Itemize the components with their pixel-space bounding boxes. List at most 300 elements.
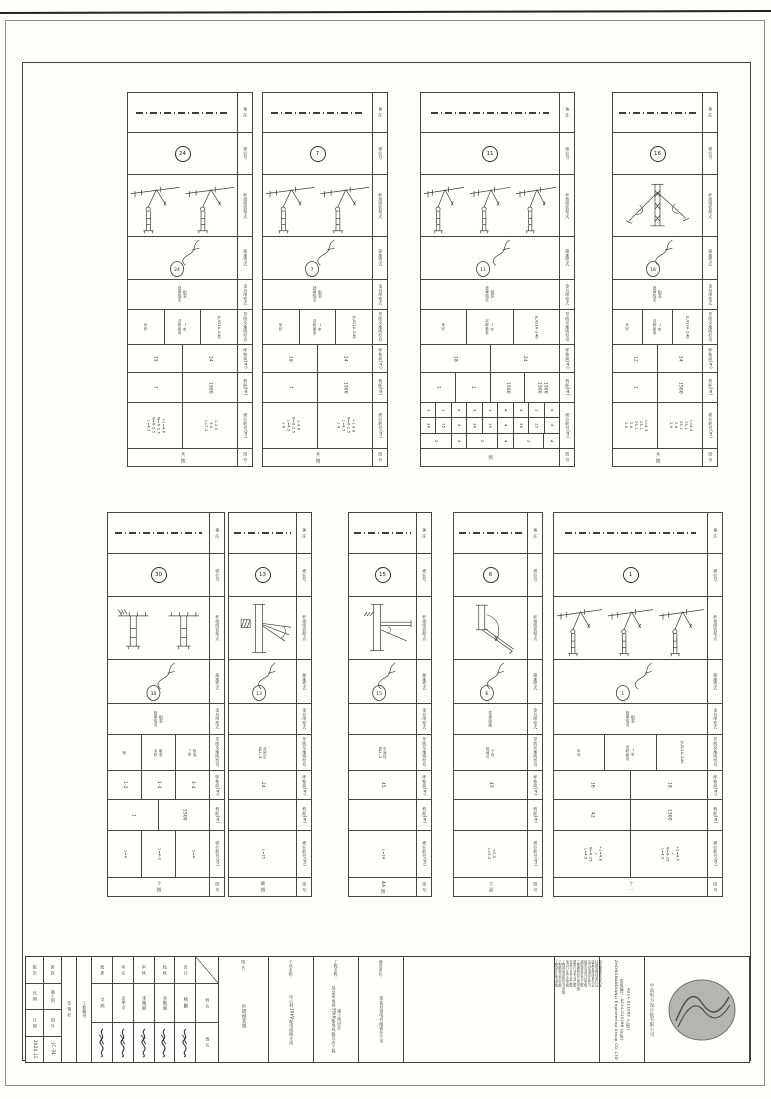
rotated-text: +2=4.5 bbox=[675, 846, 680, 862]
band-7 bbox=[613, 373, 717, 403]
band-5 bbox=[454, 735, 542, 771]
band-7 bbox=[554, 800, 722, 831]
rotated-text: 备 注 bbox=[378, 107, 384, 118]
rotated-text: 悬垂线夹 bbox=[485, 286, 491, 303]
rotated-text: 图 号 bbox=[565, 452, 571, 463]
band-6 bbox=[128, 345, 252, 373]
grounding-symbol-icon bbox=[421, 237, 559, 279]
rotated-text: 36 bbox=[426, 422, 431, 429]
rotated-text: 塔位桩号(m) bbox=[713, 841, 719, 867]
rotated-text: 悬垂线夹 bbox=[178, 286, 183, 303]
rotated-text: L=4.5 bbox=[341, 419, 346, 432]
band-5 bbox=[421, 310, 574, 345]
band-6 bbox=[349, 771, 431, 800]
rotated-text: 悬垂线夹 bbox=[626, 710, 631, 728]
project-name-label: 工程名称: bbox=[334, 960, 340, 978]
rotated-text: 塔位桩号(m) bbox=[708, 412, 714, 439]
certificate-line: 测绘资质证书乙级 bbox=[579, 960, 584, 988]
value-cell bbox=[176, 735, 209, 770]
row-label bbox=[527, 704, 542, 734]
value-cell bbox=[142, 771, 176, 799]
rotated-text: 4 bbox=[503, 439, 508, 443]
band-3 bbox=[454, 660, 542, 704]
rotated-text: 杆塔组装型式 bbox=[302, 615, 308, 641]
stake-cell bbox=[554, 831, 631, 877]
band-6 bbox=[554, 771, 722, 800]
rotated-text: 金具串型式 bbox=[533, 708, 539, 730]
certificates-column bbox=[555, 957, 600, 1062]
project-name-column bbox=[314, 957, 359, 1062]
rotated-text: 24 bbox=[208, 355, 214, 362]
title-block bbox=[25, 956, 750, 1063]
tower-number-badge: 7 bbox=[310, 146, 326, 162]
band-0 bbox=[613, 93, 717, 133]
band-3 bbox=[349, 660, 431, 704]
rotated-text: 塔位号 bbox=[243, 147, 249, 160]
company-name-en: ZHONGNANDIANLI Engineering Group CO.,LTD bbox=[613, 959, 619, 1060]
signature-grid bbox=[92, 957, 219, 1062]
rotated-text: 文 鸿 bbox=[99, 997, 105, 1009]
rotated-text: 4 bbox=[549, 408, 554, 412]
band-0 bbox=[229, 513, 311, 554]
rotated-text: L=25 bbox=[261, 848, 266, 860]
sheet-number: JC-34 bbox=[50, 1043, 56, 1056]
rotated-text: 1-2 bbox=[122, 781, 128, 789]
rotated-text: 杆塔组装型式 bbox=[243, 192, 249, 219]
rotated-text: Ⅰ串 bbox=[631, 748, 636, 757]
rotated-text: 1-4.8 bbox=[296, 420, 301, 431]
row-label bbox=[296, 554, 311, 596]
svg-text:24: 24 bbox=[174, 267, 180, 273]
row-label bbox=[702, 175, 717, 236]
svg-text:13: 13 bbox=[256, 691, 263, 697]
band-8 bbox=[349, 831, 431, 878]
rotated-text: 24 bbox=[523, 355, 529, 362]
certificate-line: 电力行业专业甲级 bbox=[564, 960, 569, 988]
rotated-text: 4 bbox=[457, 439, 462, 443]
rotated-text: 图 号 bbox=[378, 452, 384, 463]
notes-line bbox=[136, 112, 230, 114]
rotated-text: 1500 bbox=[667, 809, 673, 821]
tower-assembly-diagram bbox=[554, 597, 707, 659]
rotated-text: 4 bbox=[503, 424, 508, 427]
rotated-text: 档距(m) bbox=[713, 806, 719, 824]
subproject-label: 子项名称: bbox=[289, 960, 295, 978]
notes-line bbox=[431, 112, 550, 114]
row-label bbox=[707, 735, 722, 770]
rotated-text: 导线及地线型号 bbox=[378, 311, 384, 343]
rotated-text: 接地型式 bbox=[422, 672, 428, 691]
tower-number-badge: 30 bbox=[151, 567, 167, 583]
rotated-text: 接地引 bbox=[486, 746, 490, 759]
value-cell bbox=[631, 800, 707, 830]
value-cell bbox=[128, 345, 183, 372]
value-cell bbox=[514, 310, 559, 344]
rotated-text: 签 名 bbox=[205, 1037, 211, 1048]
row-label bbox=[527, 554, 542, 596]
band-3 bbox=[128, 237, 252, 280]
row-label bbox=[559, 345, 574, 372]
company-logo-box bbox=[645, 957, 749, 1062]
row-label bbox=[416, 660, 431, 703]
rotated-text: 批 准 bbox=[100, 964, 106, 976]
row-label bbox=[209, 771, 224, 799]
notes-line bbox=[619, 112, 696, 114]
tower-number-badge: 24 bbox=[175, 146, 191, 162]
row-label bbox=[702, 237, 717, 279]
row-label bbox=[209, 554, 224, 596]
band-2 bbox=[454, 597, 542, 660]
svg-text:1: 1 bbox=[621, 691, 625, 697]
band-9 bbox=[454, 878, 542, 896]
rotated-text: 接地型式 bbox=[713, 672, 719, 691]
band-8 bbox=[263, 403, 387, 449]
rotated-text: 金具串型式 bbox=[422, 708, 428, 730]
value-cell bbox=[658, 345, 702, 372]
band-2 bbox=[263, 175, 387, 237]
rotated-text: 金具串型式 bbox=[708, 283, 714, 306]
band-4 bbox=[108, 704, 224, 735]
tower-number-badge: 15 bbox=[375, 567, 391, 583]
band-3 bbox=[613, 237, 717, 280]
rotated-text: W=6-2.5 bbox=[156, 416, 161, 435]
value-cell bbox=[658, 373, 702, 402]
band-8 bbox=[454, 831, 542, 878]
tower-assembly-diagram bbox=[421, 175, 559, 236]
rotated-text: 塔位桩号(m) bbox=[565, 412, 571, 439]
certificate-line: 市政行业专业乙级 bbox=[568, 960, 573, 988]
tower-table-11 bbox=[420, 92, 575, 467]
signature-script bbox=[180, 1028, 190, 1058]
rotated-text: 1 bbox=[436, 386, 442, 389]
rotated-text: 组装 bbox=[631, 714, 637, 724]
rotated-text: 杆塔组装型式 bbox=[708, 192, 714, 219]
band-7 bbox=[263, 373, 387, 403]
row-label bbox=[702, 449, 717, 466]
row-label bbox=[707, 597, 722, 659]
notes-line bbox=[115, 532, 202, 534]
rotated-text: 双固定 bbox=[263, 746, 268, 759]
value-cell bbox=[467, 310, 513, 344]
meta-cell: 日 期 bbox=[32, 1017, 38, 1028]
rotated-text: 档距(m) bbox=[708, 379, 714, 396]
rotated-text: 3-6 bbox=[208, 422, 213, 429]
company-logo-icon bbox=[654, 977, 749, 1043]
rotated-text: 1500 bbox=[182, 809, 188, 821]
row-label bbox=[209, 800, 224, 830]
rotated-text: 接地型式 bbox=[215, 672, 221, 691]
band-6 bbox=[263, 345, 387, 373]
band-2 bbox=[554, 597, 722, 660]
band-2 bbox=[421, 175, 574, 237]
rotated-text: 档距(m) bbox=[565, 379, 571, 396]
rotated-text: JL/G1A-240 bbox=[679, 741, 684, 764]
rotated-text: 16 bbox=[590, 782, 596, 788]
band-1 bbox=[554, 554, 722, 597]
owner-name: 某某县供电有限责任公司 bbox=[379, 996, 385, 1044]
rotated-text: 金具串型式 bbox=[565, 283, 571, 306]
project-name-line: 某某风电场35kV集电线路迁改工程 bbox=[331, 986, 337, 1054]
stake-cell bbox=[263, 403, 318, 448]
certificate-line: 工程勘察综合类甲级 bbox=[575, 960, 580, 991]
band-7 bbox=[229, 800, 311, 831]
rotated-text: 图 号 bbox=[215, 881, 221, 893]
band-8 bbox=[229, 831, 311, 878]
rotated-text: 塔位号 bbox=[215, 568, 221, 582]
rotated-text: 12 bbox=[633, 355, 639, 362]
band-3 bbox=[421, 237, 574, 280]
subproject-column bbox=[269, 957, 314, 1062]
band-1 bbox=[229, 554, 311, 597]
tower-table-15 bbox=[348, 512, 432, 897]
band-9 bbox=[229, 878, 311, 896]
row-label bbox=[372, 403, 387, 448]
rotated-text: 呼称高(m) bbox=[243, 348, 249, 369]
band-4 bbox=[454, 704, 542, 735]
row-label bbox=[527, 597, 542, 659]
rotated-text: 导线及地线型号 bbox=[708, 311, 714, 343]
row-label bbox=[559, 175, 574, 236]
row-label bbox=[702, 133, 717, 174]
rotated-text: 1 bbox=[633, 386, 639, 389]
row-label bbox=[296, 771, 311, 799]
stake-cell bbox=[318, 403, 372, 448]
rotated-text: 25-1 bbox=[633, 421, 638, 430]
rotated-text: +1=4.8 bbox=[161, 417, 166, 434]
value-cell bbox=[491, 373, 526, 402]
rotated-text: 2 bbox=[526, 439, 531, 443]
band-0 bbox=[454, 513, 542, 554]
certificate-number: 资质编号: A214-013266 (甲级) bbox=[620, 978, 626, 1041]
row-label bbox=[527, 878, 542, 896]
rotated-text: 75-1 bbox=[683, 421, 688, 430]
rotated-text: 金具串型式 bbox=[243, 283, 249, 306]
rotated-text: +1-4.8 bbox=[351, 418, 356, 433]
rotated-text: Ⅰ串 bbox=[318, 322, 323, 332]
rotated-text: NLL-4 bbox=[258, 746, 262, 759]
rotated-text: Ⅰ串 bbox=[490, 322, 495, 332]
rotated-text: 1500 bbox=[208, 381, 214, 394]
row-label bbox=[209, 878, 224, 896]
rotated-text: 呼称高(m) bbox=[713, 774, 719, 796]
svg-text:30: 30 bbox=[150, 691, 157, 697]
certificate-line: 建筑行业专业乙级 bbox=[572, 960, 577, 988]
rotated-text: 导线及地线型号 bbox=[533, 737, 539, 768]
rotated-text: L=4.5 bbox=[688, 419, 693, 432]
meta-cell: 施工图 bbox=[50, 989, 56, 1003]
rotated-text: L=4.5 bbox=[146, 419, 151, 432]
rotated-text: 塔位桩号(m) bbox=[422, 841, 428, 867]
row-label bbox=[296, 831, 311, 877]
tower-assembly-diagram bbox=[229, 597, 296, 659]
owner-label: 建设单位: bbox=[379, 960, 385, 978]
band-9 bbox=[108, 878, 224, 896]
band-4 bbox=[263, 280, 387, 310]
tower-table-30 bbox=[107, 512, 225, 897]
rotated-text: Ⅰ串 bbox=[183, 322, 188, 332]
value-cell bbox=[454, 735, 527, 770]
tower-number-badge: 16 bbox=[650, 146, 666, 162]
band-5 bbox=[613, 310, 717, 345]
rotated-text: 下线 bbox=[491, 748, 496, 757]
rotated-text: L=4.5 bbox=[286, 419, 291, 432]
rotated-text: 导线及地线型号 bbox=[565, 311, 571, 343]
rotated-text: 双联悬垂 bbox=[653, 319, 657, 335]
band-8 bbox=[613, 403, 717, 449]
row-label bbox=[559, 280, 574, 309]
row-label bbox=[372, 449, 387, 466]
row-label bbox=[702, 345, 717, 372]
band-1 bbox=[128, 133, 252, 175]
value-cell bbox=[454, 771, 527, 799]
band-7 bbox=[421, 373, 574, 403]
rotated-text: 42 bbox=[590, 812, 596, 818]
signature-script bbox=[139, 1028, 149, 1058]
tower-table-16 bbox=[612, 92, 718, 467]
rotated-text: JL/G1A-240 bbox=[685, 315, 690, 339]
rotated-text: L=4.5 bbox=[583, 848, 588, 860]
rotated-text: Ⅰ串 bbox=[658, 322, 663, 332]
rotated-text: 3 bbox=[472, 408, 477, 412]
rotated-text: 共 图 bbox=[655, 451, 661, 464]
rotated-text: 1500 bbox=[543, 381, 549, 394]
value-cell bbox=[318, 345, 372, 372]
row-label bbox=[559, 449, 574, 466]
rotated-text: 档距(m) bbox=[215, 806, 221, 824]
certificate-line: 压力管道设计许可 bbox=[586, 960, 591, 988]
grounding-symbol-icon bbox=[108, 660, 209, 703]
rotated-text: 呼称高(m) bbox=[378, 348, 384, 369]
value-cell bbox=[525, 373, 559, 402]
value-cell bbox=[142, 735, 176, 770]
rotated-text: 2=4 bbox=[191, 849, 196, 859]
band-2 bbox=[128, 175, 252, 237]
rotated-text: 单回 bbox=[625, 323, 630, 331]
value-cell bbox=[229, 771, 296, 799]
value-cell bbox=[605, 735, 656, 770]
row-label bbox=[707, 831, 722, 877]
rotated-text: 单回 bbox=[577, 748, 582, 757]
stake-cell bbox=[128, 403, 183, 448]
notes-line bbox=[234, 532, 292, 534]
band-4 bbox=[613, 280, 717, 310]
band-4 bbox=[128, 280, 252, 310]
rotated-text: ↗ bbox=[670, 852, 675, 856]
rotated-text: 悬垂线夹 bbox=[313, 286, 318, 303]
band-3 bbox=[108, 660, 224, 704]
rotated-text: 金具串型式 bbox=[378, 283, 384, 306]
signer-column bbox=[155, 957, 176, 1062]
rotated-text: 单回 bbox=[441, 323, 446, 331]
row-label bbox=[296, 597, 311, 659]
rotated-text: 导线及地线型号 bbox=[215, 737, 221, 768]
rotated-text: 1500 bbox=[505, 381, 511, 394]
band-7 bbox=[349, 800, 431, 831]
row-label bbox=[209, 660, 224, 703]
rotated-text: 2 bbox=[480, 439, 485, 443]
row-label bbox=[209, 831, 224, 877]
grounding-symbol-icon bbox=[554, 660, 707, 703]
certificate-number: A214-013263 (乙级) bbox=[626, 988, 632, 1031]
row-label bbox=[702, 373, 717, 402]
rotated-text: 24 bbox=[260, 782, 266, 788]
tower-table-24 bbox=[127, 92, 253, 467]
row-label bbox=[237, 345, 252, 372]
rotated-text: 档距(m) bbox=[243, 379, 249, 396]
band-8 bbox=[554, 831, 722, 878]
stake-cell bbox=[349, 831, 416, 877]
signature-script bbox=[159, 1028, 169, 1058]
band-8 bbox=[421, 403, 574, 449]
tower-assembly-diagram bbox=[108, 597, 209, 659]
rotated-text: 双联悬垂 bbox=[313, 319, 317, 335]
rotated-text: 7 bbox=[288, 386, 294, 389]
band-2 bbox=[229, 597, 311, 660]
signer-column bbox=[175, 957, 196, 1062]
rotated-text: +1=4.8 bbox=[598, 846, 603, 862]
value-cell bbox=[229, 735, 296, 770]
rotated-text: 塔位号 bbox=[565, 147, 571, 160]
row-label bbox=[559, 310, 574, 344]
rotated-text: 图 号 bbox=[533, 881, 539, 893]
row-label bbox=[527, 735, 542, 770]
rotated-text: 杆塔组装型式 bbox=[422, 615, 428, 641]
rotated-text: 备 注 bbox=[708, 107, 714, 118]
rotated-text: 单回 bbox=[143, 323, 148, 331]
signature-header-column bbox=[196, 957, 218, 1062]
grounding-symbol-icon bbox=[263, 237, 372, 279]
rotated-text: N=6-25 bbox=[665, 846, 670, 862]
row-label bbox=[237, 133, 252, 174]
rotated-text: 备 注 bbox=[713, 527, 719, 539]
value-cell bbox=[613, 310, 643, 344]
rotated-text: 塔位号 bbox=[533, 568, 539, 582]
row-label bbox=[707, 771, 722, 799]
rotated-text: 1500 bbox=[678, 381, 684, 394]
rotated-text: 15 bbox=[488, 422, 493, 429]
stake-cell bbox=[454, 831, 527, 877]
rotated-text: 接地型式 bbox=[243, 249, 249, 267]
company-name-cn: 中南电力设计院有限公司 bbox=[649, 982, 654, 1037]
band-9 bbox=[128, 449, 252, 466]
row-label bbox=[559, 93, 574, 132]
row-label bbox=[702, 280, 717, 309]
row-label bbox=[707, 704, 722, 734]
rotated-text: 1 bbox=[534, 408, 539, 412]
svg-text:15: 15 bbox=[376, 691, 383, 697]
row-label bbox=[527, 771, 542, 799]
rotated-text: N=6-2.5 bbox=[346, 417, 351, 434]
rotated-text: 杆塔组装型式 bbox=[215, 615, 221, 641]
rotated-text: 塔位号 bbox=[713, 568, 719, 582]
row-label bbox=[237, 403, 252, 448]
band-0 bbox=[128, 93, 252, 133]
value-cell bbox=[176, 771, 209, 799]
value-cell bbox=[165, 310, 202, 344]
signer-column bbox=[92, 957, 113, 1062]
rotated-text: L=24 bbox=[381, 848, 386, 860]
rotated-text: 3-4 bbox=[190, 781, 196, 789]
rotated-text: 1=4-2 bbox=[157, 847, 162, 861]
row-label bbox=[559, 237, 574, 279]
rotated-text: 立 面 bbox=[488, 881, 494, 893]
rotated-text: 塔位桩号(m) bbox=[533, 841, 539, 867]
meta-cell: 比 例 bbox=[32, 991, 38, 1002]
rotated-text: 塔位号 bbox=[378, 147, 384, 160]
notes-line bbox=[354, 532, 412, 534]
rotated-text: 共 图 bbox=[180, 451, 186, 464]
band-6 bbox=[229, 771, 311, 800]
